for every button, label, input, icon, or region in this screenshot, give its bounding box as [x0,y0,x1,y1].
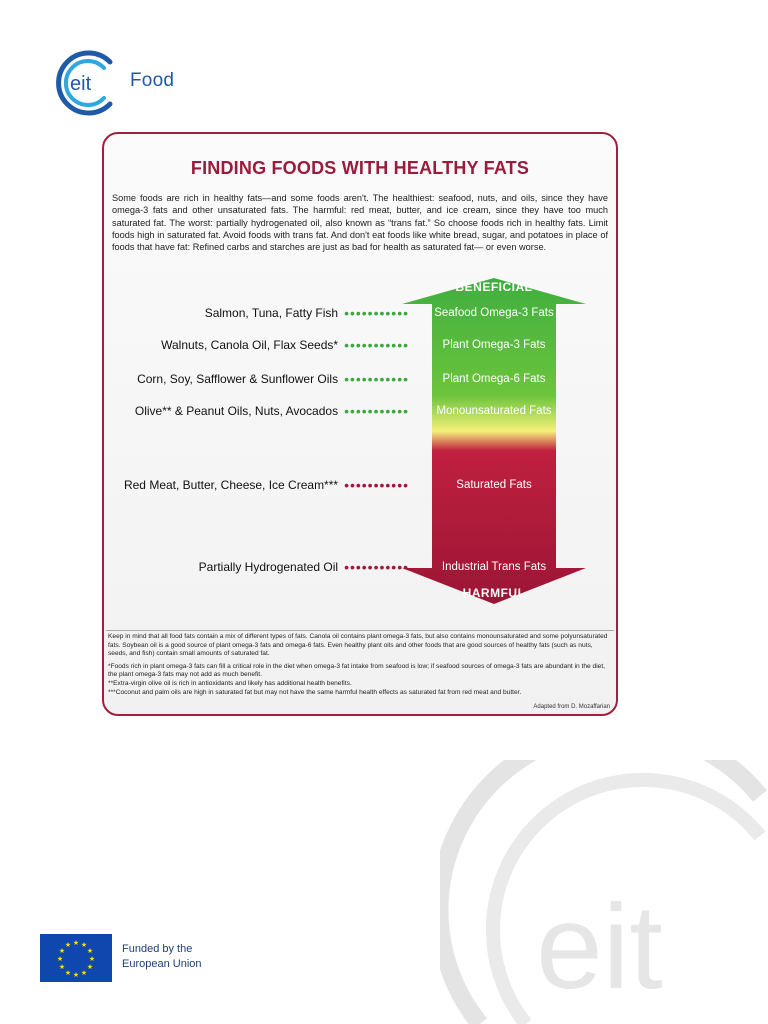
food-label: Corn, Soy, Safflower & Sunflower Oils [137,372,339,386]
infographic-card [102,132,618,716]
eu-flag-icon [40,934,112,982]
food-row-plant-omega6 [104,372,409,386]
watermark-text: eit [536,880,663,1014]
funding-statement [122,942,202,972]
fat-type-label: Monounsaturated Fats [436,405,552,417]
footnote-general: Keep in mind that all food fats contain a mix of different types of fats. Canola oil contains plant omega-3 fats, but also contains monounsaturated and some polyunsaturated fats. Soybean oil is a good source of plant omega-3 fats and omega-6 fats. Even healthy plant oils and other foods that are good sources of healthy fats (such as nuts, seeds, and fish) contain small amounts of saturated fat. [108,633,608,658]
footnote-asterisks: *Foods rich in plant omega-3 fats can fill a critical role in the diet when omega-3 fat intake from seafood is low; if seafood sources of omega-3 fats are abundant in the diet, the plant omega-3 fats may not add as much benefit. **Extra-virgin olive oil is rich in antioxidants and likely has additional health benefits. ***Coconut and palm oils are high in saturated fat but may not have the same harmful health effects as saturated fat from red meat and butter. [108,662,606,696]
food-row-monounsaturated [104,404,409,418]
eit-food-logo [52,48,202,118]
food-label: Olive** & Peanut Oils, Nuts, Avocados [134,404,339,418]
food-label: Partially Hydrogenated Oil [198,560,339,574]
arrow-label-beneficial: BENEFICIAL [455,280,533,294]
svg-text:★: ★ [72,971,80,979]
logo-eit-text: eit [70,73,92,95]
food-row-trans [104,560,409,574]
svg-text:★: ★ [80,969,88,977]
svg-text:★: ★ [88,955,96,963]
svg-text:★: ★ [56,955,64,963]
connector-dots: ••••••••••• [344,305,409,321]
fat-type-label: Industrial Trans Fats [441,561,547,573]
footnotes [108,633,612,701]
notes-divider [106,630,614,631]
infographic-intro: Some foods are rich in healthy fats—and some foods aren't. The healthiest: seafood, nuts, and oils, since they have omega-3 fats and other unsaturated fats. The harmful: red meat, butter, and ice cream, since they have too much saturated fat. The worst: partially hydrogenated oil, also known as “trans fat.” So choose foods rich in healthy fats. Limit foods high in saturated fat. Avoid foods with trans fat. And don't eat foods like white bread, sugar, and potatoes in place of foods that have fat: Refined carbs and starches are just as bad for health as saturated fat— or even worse. [112,193,608,253]
fat-type-label: Plant Omega-3 Fats [442,339,546,351]
svg-text:★: ★ [80,941,88,949]
food-label: Red Meat, Butter, Cheese, Ice Cream*** [123,478,339,492]
infographic-title: FINDING FOODS WITH HEALTHY FATS [190,158,530,178]
connector-dots: ••••••••••• [344,403,409,419]
svg-text:★: ★ [86,963,94,971]
svg-text:★: ★ [64,941,72,949]
fat-quality-arrow [402,278,586,604]
food-label: Walnuts, Canola Oil, Flax Seeds* [161,338,339,352]
eit-watermark [440,760,768,1024]
connector-dots: ••••••••••• [344,371,409,387]
food-row-saturated [104,478,409,492]
svg-text:★: ★ [58,947,66,955]
fat-type-label: Saturated Fats [456,479,532,491]
fat-type-label: Plant Omega-6 Fats [442,373,546,385]
food-row-seafood [104,306,409,320]
eit-logo-icon [52,48,132,118]
connector-dots: ••••••••••• [344,477,409,493]
svg-text:★: ★ [58,963,66,971]
source-credit: Adapted from D. Mozaffarian [533,704,610,710]
logo-food-text: Food [130,70,175,91]
food-row-plant-omega3 [104,338,409,352]
arrow-label-harmful: HARMFUL [462,586,526,600]
food-label: Salmon, Tuna, Fatty Fish [204,306,339,320]
connector-dots: ••••••••••• [344,337,409,353]
funding-line-2: European Union [122,958,202,970]
connector-dots: ••••••••••• [344,559,409,575]
fat-type-label: Seafood Omega-3 Fats [434,307,554,319]
svg-text:★: ★ [64,969,72,977]
svg-text:★: ★ [72,939,80,947]
svg-text:★: ★ [86,947,94,955]
funding-line-1: Funded by the [122,943,193,955]
